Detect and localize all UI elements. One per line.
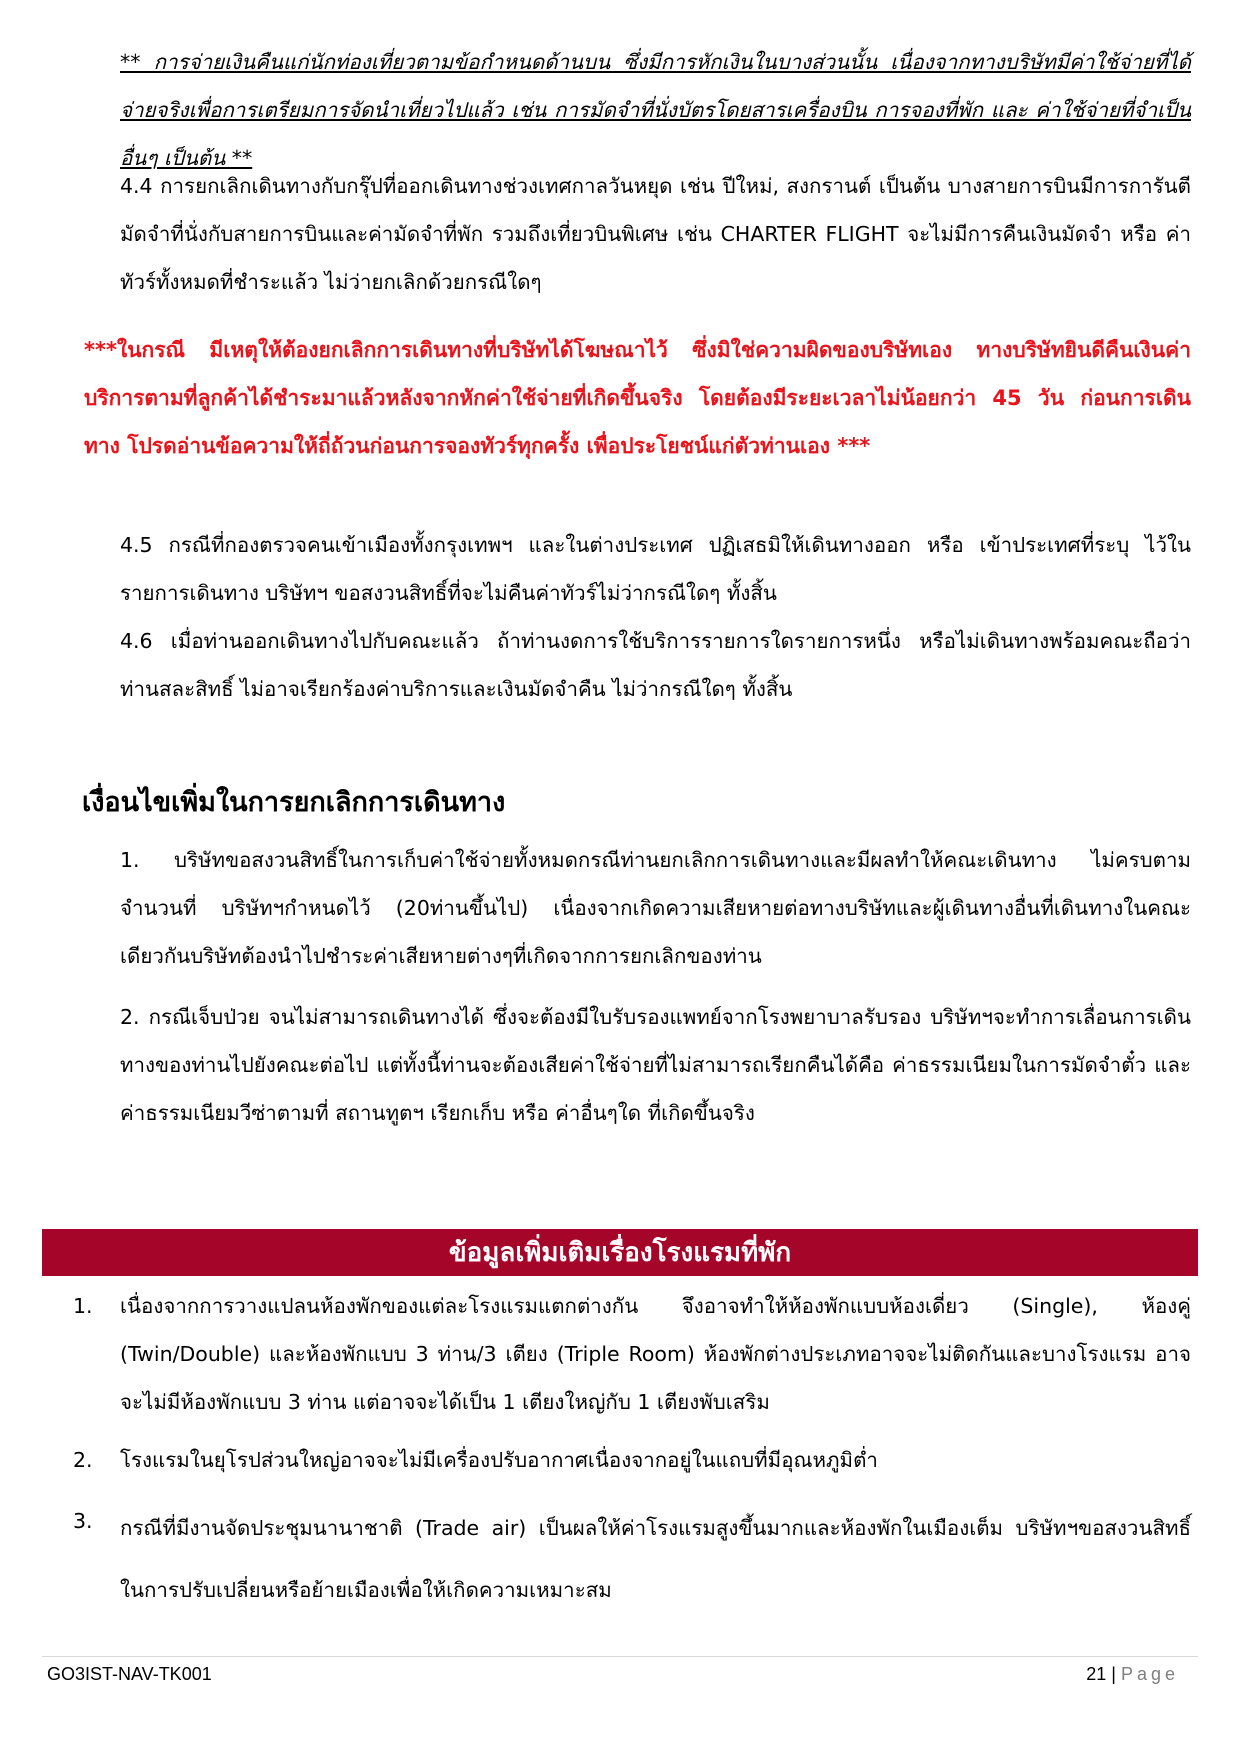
page-separator: | xyxy=(1111,1664,1116,1684)
hotel-item-2: โรงแรมในยุโรปส่วนใหญ่อาจจะไม่มีเครื่องปรับอากาศเนื่องจากอยู่ในแถบที่มีอุณหภูมิต่ำ xyxy=(120,1448,878,1472)
hotel-item-3: กรณีที่มีงานจัดประชุมนานาชาติ (Trade air) เป็นผลให้ค่าโรงแรมสูงขึ้นมากและห้องพักในเมืองเต็ม บริษัทฯขอสงวนสิทธิ์ในการปรับเปลี่ยนหรือย้ายเมืองเพื่อให้เกิดความเหมาะสม xyxy=(120,1516,1191,1602)
extra-condition-1: 1. บริษัทขอสงวนสิทธิ์ในการเก็บค่าใช้จ่ายทั้งหมดกรณีท่านยกเลิกการเดินทางและมีผลทำให้คณะเดินทาง ไม่ครบตามจำนวนที่ บริษัทฯกำหนดไว้ (20ท่านขึ้นไป) เนื่องจากเกิดความเสียหายต่อทางบริษัทและผู้เดินทางอื่นที่เดินทางในคณะเดียวกันบริษัทต้องนำไปชำระค่าเสียหายต่างๆที่เกิดจากการยกเลิกของท่าน xyxy=(120,848,1191,968)
page-label: Page xyxy=(1120,1664,1179,1684)
clause-4-4: 4.4 การยกเลิกเดินทางกับกรุ๊ปที่ออกเดินทางช่วงเทศกาลวันหยุด เช่น ปีใหม่, สงกรานต์ เป็นต้น บางสายการบินมีการการันตีมัดจำที่นั่งกับสายการบินและค่ามัดจำที่พัก รวมถึงเที่ยวบินพิเศษ เช่น CHARTER FLIGHT จะไม่มีการคืนเงินมัดจำ หรือ ค่าทัวร์ทั้งหมดที่ชำระแล้ว ไม่ว่ายกเลิกด้วยกรณีใดๆ xyxy=(120,174,1191,294)
footer-divider xyxy=(42,1656,1198,1657)
clause-4-5: 4.5 กรณีที่กองตรวจคนเข้าเมืองทั้งกรุงเทพฯ และในต่างประเทศ ปฏิเสธมิให้เดินทางออก หรือ เข้าประเทศที่ระบุ ไว้ในรายการเดินทาง บริษัทฯ ขอสงวนสิทธิ์ที่จะไม่คืนค่าทัวร์ไม่ว่ากรณีใดๆ ทั้งสิ้น xyxy=(120,533,1191,605)
extra-condition-2: 2. กรณีเจ็บป่วย จนไม่สามารถเดินทางได้ ซึ่งจะต้องมีใบรับรองแพทย์จากโรงพยาบาลรับรอง บริษัทฯจะทำการเลื่อนการเดินทางของท่านไปยังคณะต่อไป แต่ทั้งนี้ท่านจะต้องเสียค่าใช้จ่ายที่ไม่สามารถเรียกคืนได้คือ ค่าธรรมเนียมในการมัดจำตั๋ว และค่าธรรมเนียมวีซ่าตามที่ สถานทูตฯ เรียกเก็บ หรือ ค่าอื่นๆใด ที่เกิดขึ้นจริง xyxy=(120,1005,1191,1125)
refund-note: ** การจ่ายเงินคืนแก่นักท่องเที่ยวตามข้อกำหนดด้านบน ซึ่งมีการหักเงินในบางส่วนนั้น เนื่องจากทางบริษัทมีค่าใช้จ่ายที่ได้จ่ายจริงเพื่อการเตรียมการจัดนำเที่ยวไปแล้ว เช่น การมัดจำที่นั่งบัตรโดยสารเครื่องบิน การจองที่พัก และ ค่าใช้จ่ายที่จำเป็นอื่นๆ เป็นต้น ** xyxy=(120,50,1191,170)
footer-page-indicator xyxy=(1086,1664,1179,1685)
page-number: 21 xyxy=(1086,1664,1107,1684)
hotel-item-number: 1. xyxy=(73,1294,93,1318)
hotel-item-number: 2. xyxy=(73,1448,93,1472)
cancellation-warning: ***ในกรณี มีเหตุให้ต้องยกเลิกการเดินทางที่บริษัทได้โฆษณาไว้ ซึ่งมิใช่ความผิดของบริษัทเอง ทางบริษัทยินดีคืนเงินค่าบริการตามที่ลูกค้าได้ชำระมาแล้วหลังจากหักค่าใช้จ่ายที่เกิดขึ้นจริง โดยต้องมีระยะเวลาไม่น้อยกว่า 45 วัน ก่อนการเดินทาง โปรดอ่านข้อความให้ถี่ถ้วนก่อนการจองทัวร์ทุกครั้ง เพื่อประโยชน์แก่ตัวท่านเอง *** xyxy=(84,338,1191,458)
footer-doc-code: GO3IST-NAV-TK001 xyxy=(47,1664,212,1684)
hotel-item-number: 3. xyxy=(73,1509,93,1533)
extra-conditions-heading: เงื่อนไขเพิ่มในการยกเลิกการเดินทาง xyxy=(82,787,506,818)
hotel-info-banner: ข้อมูลเพิ่มเติมเรื่องโรงแรมที่พัก xyxy=(42,1229,1198,1276)
clause-4-6: 4.6 เมื่อท่านออกเดินทางไปกับคณะแล้ว ถ้าท่านงดการใช้บริการรายการใดรายการหนึ่ง หรือไม่เดินทางพร้อมคณะถือว่าท่านสละสิทธิ์ ไม่อาจเรียกร้องค่าบริการและเงินมัดจำคืน ไม่ว่ากรณีใดๆ ทั้งสิ้น xyxy=(120,629,1191,701)
hotel-item-1: เนื่องจากการวางแปลนห้องพักของแต่ละโรงแรมแตกต่างกัน จึงอาจทำให้ห้องพักแบบห้องเดี่ยว (Single), ห้องคู่ (Twin/Double) และห้องพักแบบ 3 ท่าน/3 เตียง (Triple Room) ห้องพักต่างประเภทอาจจะไม่ติดกันและบางโรงแรม อาจจะไม่มีห้องพักแบบ 3 ท่าน แต่อาจจะได้เป็น 1 เตียงใหญ่กับ 1 เตียงพับเสริม xyxy=(120,1294,1191,1414)
